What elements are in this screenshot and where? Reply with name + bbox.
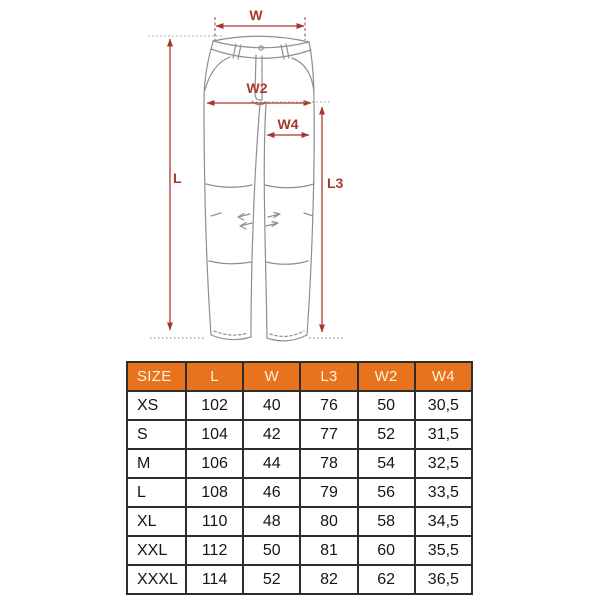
- table-cell: 60: [358, 536, 415, 565]
- size-label: XXXL: [127, 565, 186, 594]
- table-cell: 114: [186, 565, 243, 594]
- pocket-right: [292, 58, 314, 92]
- table-cell: 77: [300, 420, 357, 449]
- size-label: M: [127, 449, 186, 478]
- size-label: XXL: [127, 536, 186, 565]
- table-cell: 104: [186, 420, 243, 449]
- table-cell: 102: [186, 391, 243, 420]
- table-cell: 46: [243, 478, 300, 507]
- dimension-lines: [170, 17, 322, 332]
- table-row-xxxl: [127, 565, 472, 594]
- table-cell: 62: [358, 565, 415, 594]
- table-cell: 32,5: [415, 449, 472, 478]
- table-cell: 50: [243, 536, 300, 565]
- col-header-l3: L3: [300, 362, 357, 391]
- table-row-xs: [127, 391, 472, 420]
- knee-tick-right: [304, 213, 313, 216]
- dim-label-w2: W2: [246, 80, 268, 96]
- table-cell: 31,5: [415, 420, 472, 449]
- table-cell: 76: [300, 391, 357, 420]
- dim-label-l: L: [173, 170, 182, 186]
- dim-label-w: W: [249, 7, 263, 23]
- table-cell: 33,5: [415, 478, 472, 507]
- table-cell: 58: [358, 507, 415, 536]
- size-table: [126, 361, 473, 595]
- table-row-s: [127, 420, 472, 449]
- table-cell: 54: [358, 449, 415, 478]
- table-cell: 40: [243, 391, 300, 420]
- knee-arrows-right: [266, 213, 280, 227]
- table-row-m: [127, 449, 472, 478]
- table-row-l: [127, 478, 472, 507]
- col-header-w2: W2: [358, 362, 415, 391]
- size-label: S: [127, 420, 186, 449]
- col-header-w4: W4: [415, 362, 472, 391]
- table-cell: 50: [358, 391, 415, 420]
- table-cell: 44: [243, 449, 300, 478]
- table-cell: 106: [186, 449, 243, 478]
- size-label: XL: [127, 507, 186, 536]
- size-label: XS: [127, 391, 186, 420]
- dim-label-w4: W4: [277, 116, 299, 132]
- col-header-w: W: [243, 362, 300, 391]
- table-cell: 79: [300, 478, 357, 507]
- table-cell: 108: [186, 478, 243, 507]
- table-cell: 52: [358, 420, 415, 449]
- table-cell: 56: [358, 478, 415, 507]
- table-cell: 78: [300, 449, 357, 478]
- knee-tick-left: [211, 213, 221, 216]
- table-row-xxl: [127, 536, 472, 565]
- table-cell: 112: [186, 536, 243, 565]
- table-cell: 80: [300, 507, 357, 536]
- col-header-l: L: [186, 362, 243, 391]
- pocket-left: [205, 57, 230, 90]
- dim-label-l3: L3: [327, 175, 344, 191]
- col-header-size: SIZE: [127, 362, 186, 391]
- table-cell: 52: [243, 565, 300, 594]
- table-cell: 110: [186, 507, 243, 536]
- table-cell: 34,5: [415, 507, 472, 536]
- table-cell: 48: [243, 507, 300, 536]
- size-label: L: [127, 478, 186, 507]
- table-row-xl: [127, 507, 472, 536]
- table-cell: 42: [243, 420, 300, 449]
- table-cell: 81: [300, 536, 357, 565]
- table-cell: 82: [300, 565, 357, 594]
- table-cell: 36,5: [415, 565, 472, 594]
- table-cell: 35,5: [415, 536, 472, 565]
- table-header-row: [127, 362, 472, 391]
- table-cell: 30,5: [415, 391, 472, 420]
- knee-arrows-left: [238, 214, 252, 230]
